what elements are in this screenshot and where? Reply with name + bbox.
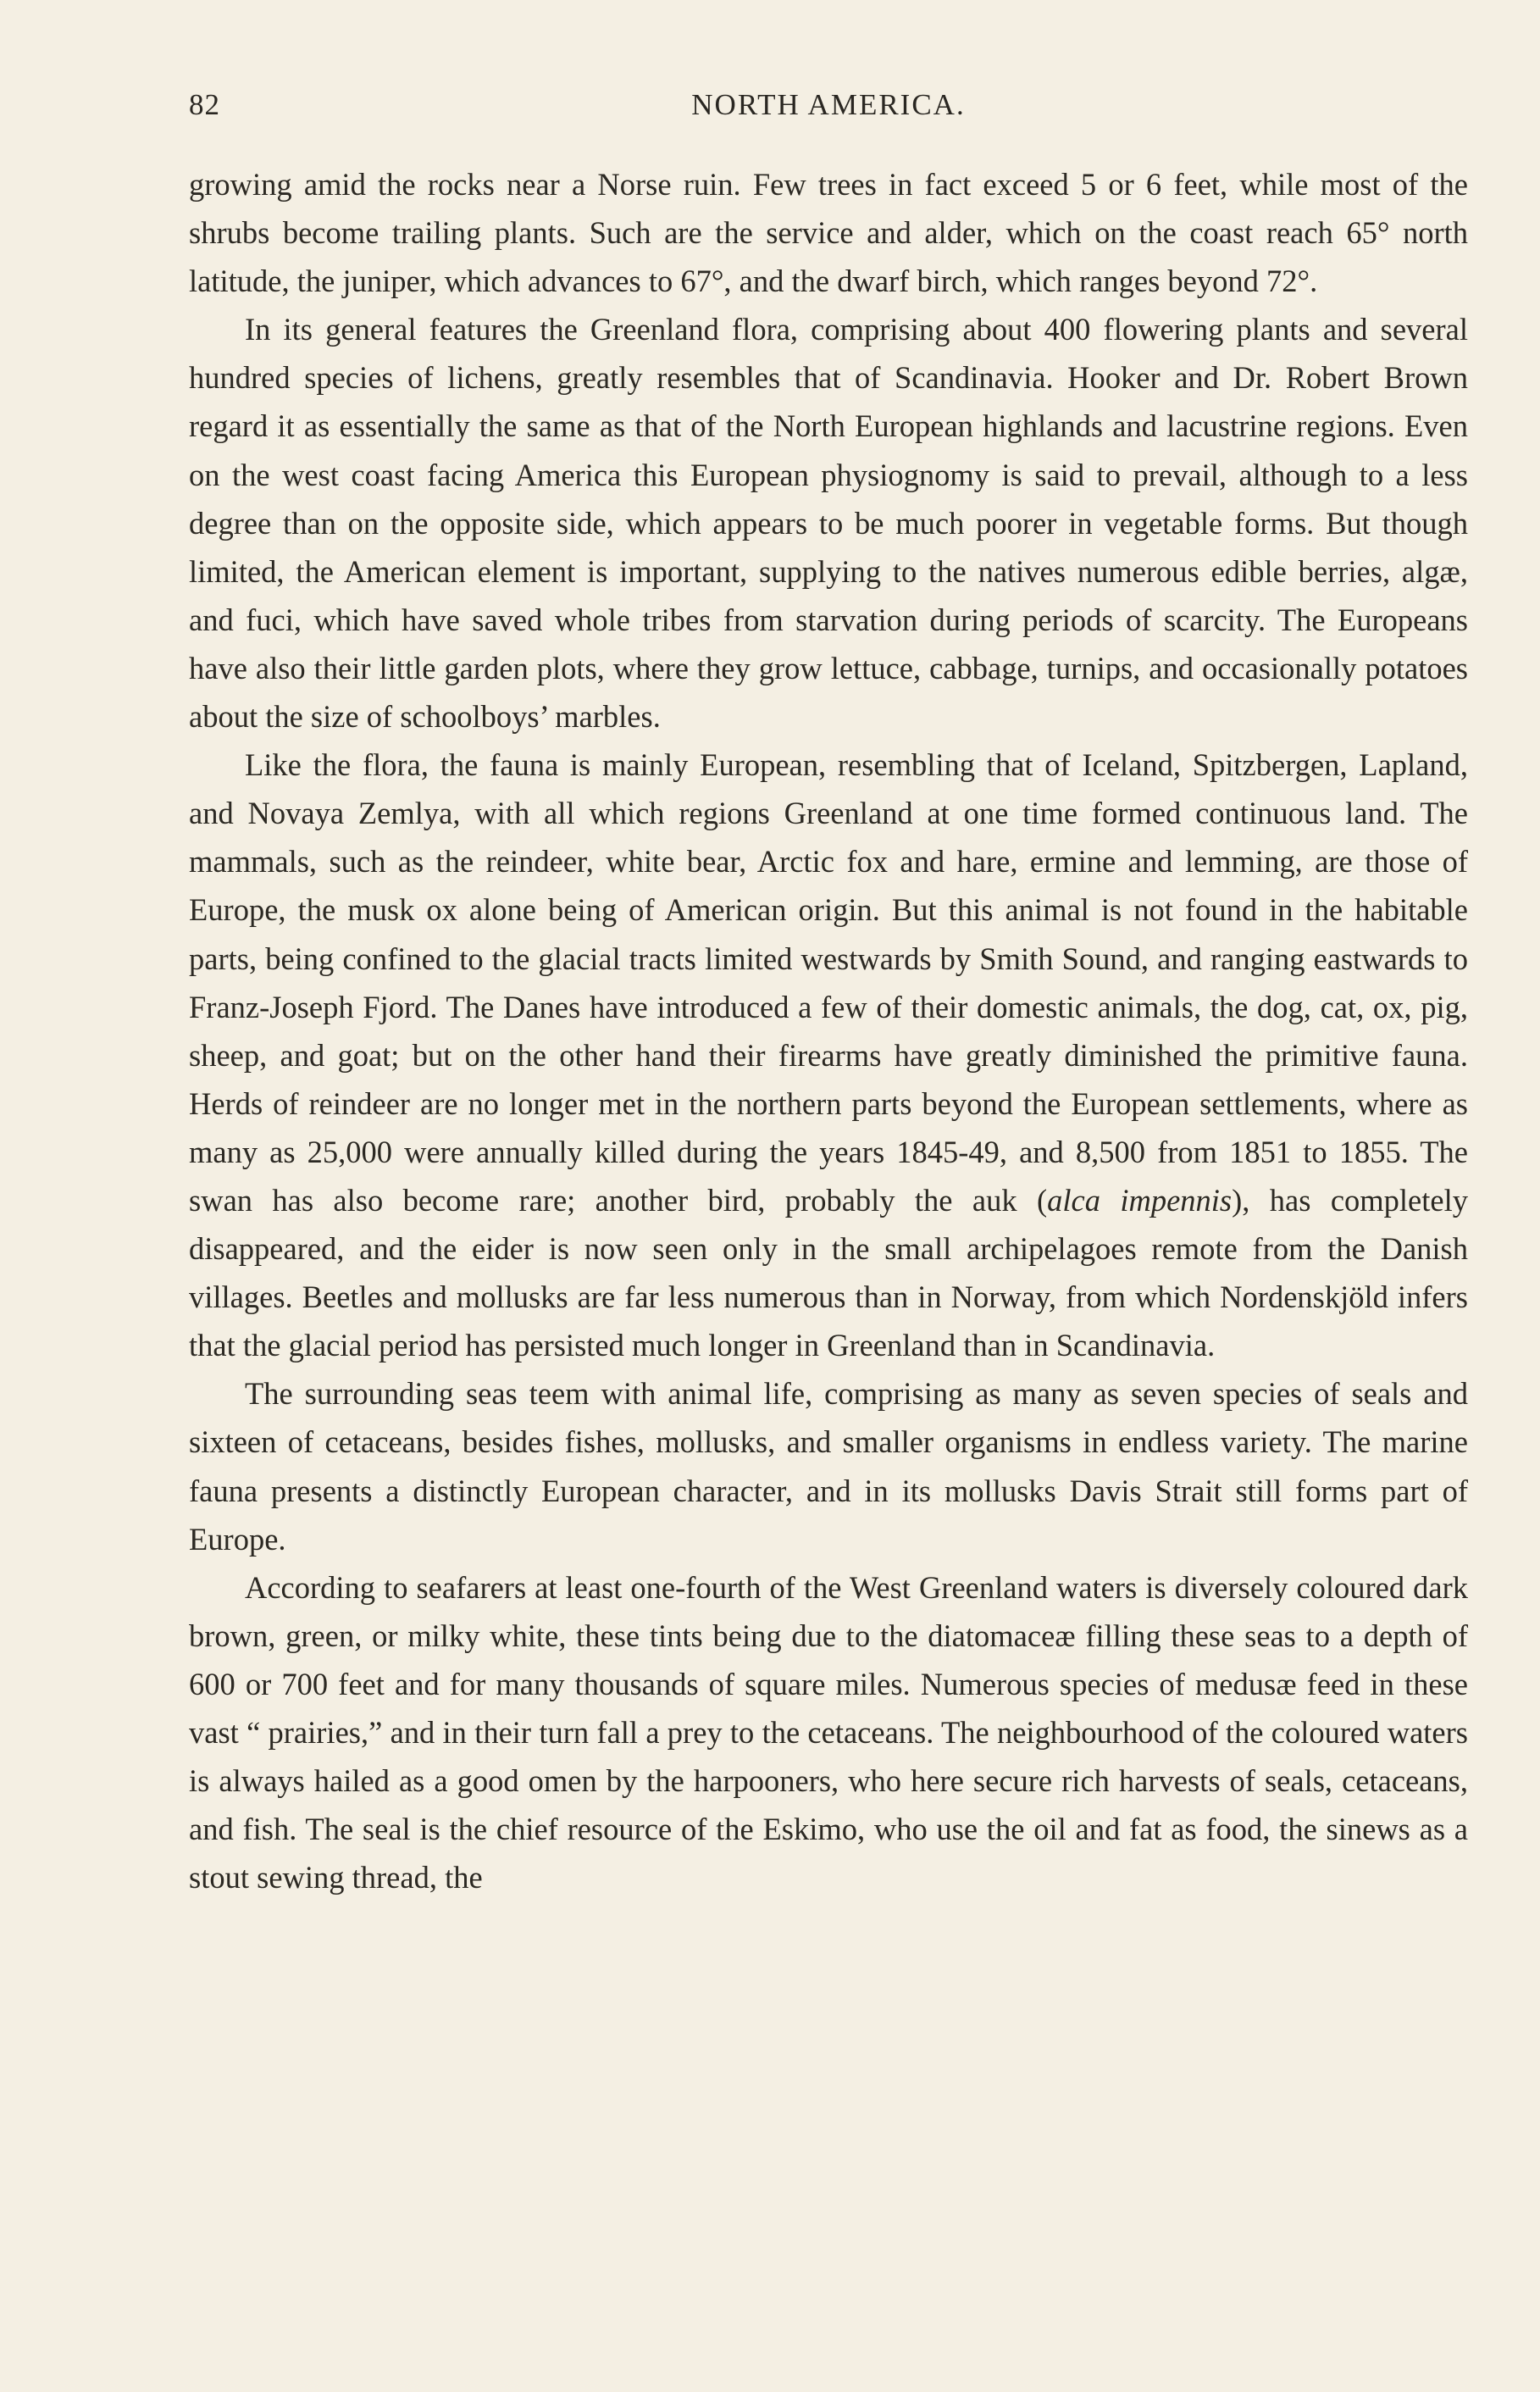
page-header [189, 88, 1468, 122]
paragraph-fauna [189, 741, 1468, 1369]
paragraph-coloured-waters: According to seafarers at least one-fourth of the West Greenland waters is diversely coloured dark brown, green, or milky white, these tints being due to the diatomaceæ filling these seas to a depth of 600 or 700 feet and for many thousands of square miles. Numerous species of medusæ feed in these vast “ prairies,” and in their turn fall a prey to the cetaceans. The neighbourhood of the coloured waters is always hailed as a good omen by the harpooners, who here secure rich harvests of seals, cetaceans, and fish. The seal is the chief resource of the Eskimo, who use the oil and fat as food, the sinews as a stout sewing thread, the [189, 1569, 1468, 1895]
running-head: NORTH AMERICA. [691, 88, 966, 121]
paragraph-fauna-text-after: ), has completely disappeared, and the eider is now seen only in the small archipelagoes remote from the Danish villages. Beetles and mollusks are far less numerous than in Norway, from which Nordenskjöld infers that the glacial period has persisted much longer in Greenland than in Scandinavia. [189, 1182, 1468, 1363]
page-number: 82 [189, 88, 220, 121]
paragraph-marine-life: The surrounding seas teem with animal life, comprising as many as seven species of seals and sixteen of cetaceans, besides fishes, mollusks, and smaller organisms in endless variety. The marine fauna presents a distinctly European character, and in its mollusks Davis Strait still forms part of Europe. [189, 1376, 1468, 1557]
paragraph-flora: In its general features the Greenland flora, comprising about 400 flowering plants and several hundred species of lichens, greatly resembles that of Scandinavia. Hooker and Dr. Robert Brown regard it as essentially the same as that of the North European highlands and lacustrine regions. Even on the west coast facing America this European physiognomy is said to prevail, although to a less degree than on the opposite side, which appears to be much poorer in vegetable forms. But though limited, the American element is important, supplying to the natives numerous edible berries, algæ, and fuci, which have saved whole tribes from starvation during periods of scarcity. The Europeans have also their little garden plots, where they grow lettuce, cabbage, turnips, and occasionally potatoes about the size of schoolboys’ marbles. [189, 312, 1468, 735]
body-text [189, 160, 1468, 1901]
species-name-italic: alca impennis [1047, 1182, 1233, 1218]
paragraph-fauna-text-before: Like the flora, the fauna is mainly European, resembling that of Iceland, Spitzbergen, Lapland, and Novaya Zemlya, with all which regions Greenland at one time formed continuous land. The mammals, such as the reindeer, white bear, Arctic fox and hare, ermine and lemming, are those of Europe, the musk ox alone being of American origin. But this animal is not found in the habitable parts, being confined to the glacial tracts limited westwards by Smith Sound, and ranging eastwards to Franz-Joseph Fjord. The Danes have introduced a few of their domestic animals, the dog, cat, ox, pig, sheep, and goat; but on the other hand their firearms have greatly diminished the primitive fauna. Herds of reindeer are no longer met in the northern parts beyond the European settlements, where as many as 25,000 were annually killed during the years 1845-49, and 8,500 from 1851 to 1855. The swan has also become rare; another bird, probably the auk ( [189, 747, 1468, 1218]
paragraph-continued: growing amid the rocks near a Norse ruin. Few trees in fact exceed 5 or 6 feet, while most of the shrubs become trailing plants. Such are the service and alder, which on the coast reach 65° north latitude, the juniper, which advances to 67°, and the dwarf birch, which ranges beyond 72°. [189, 167, 1468, 299]
